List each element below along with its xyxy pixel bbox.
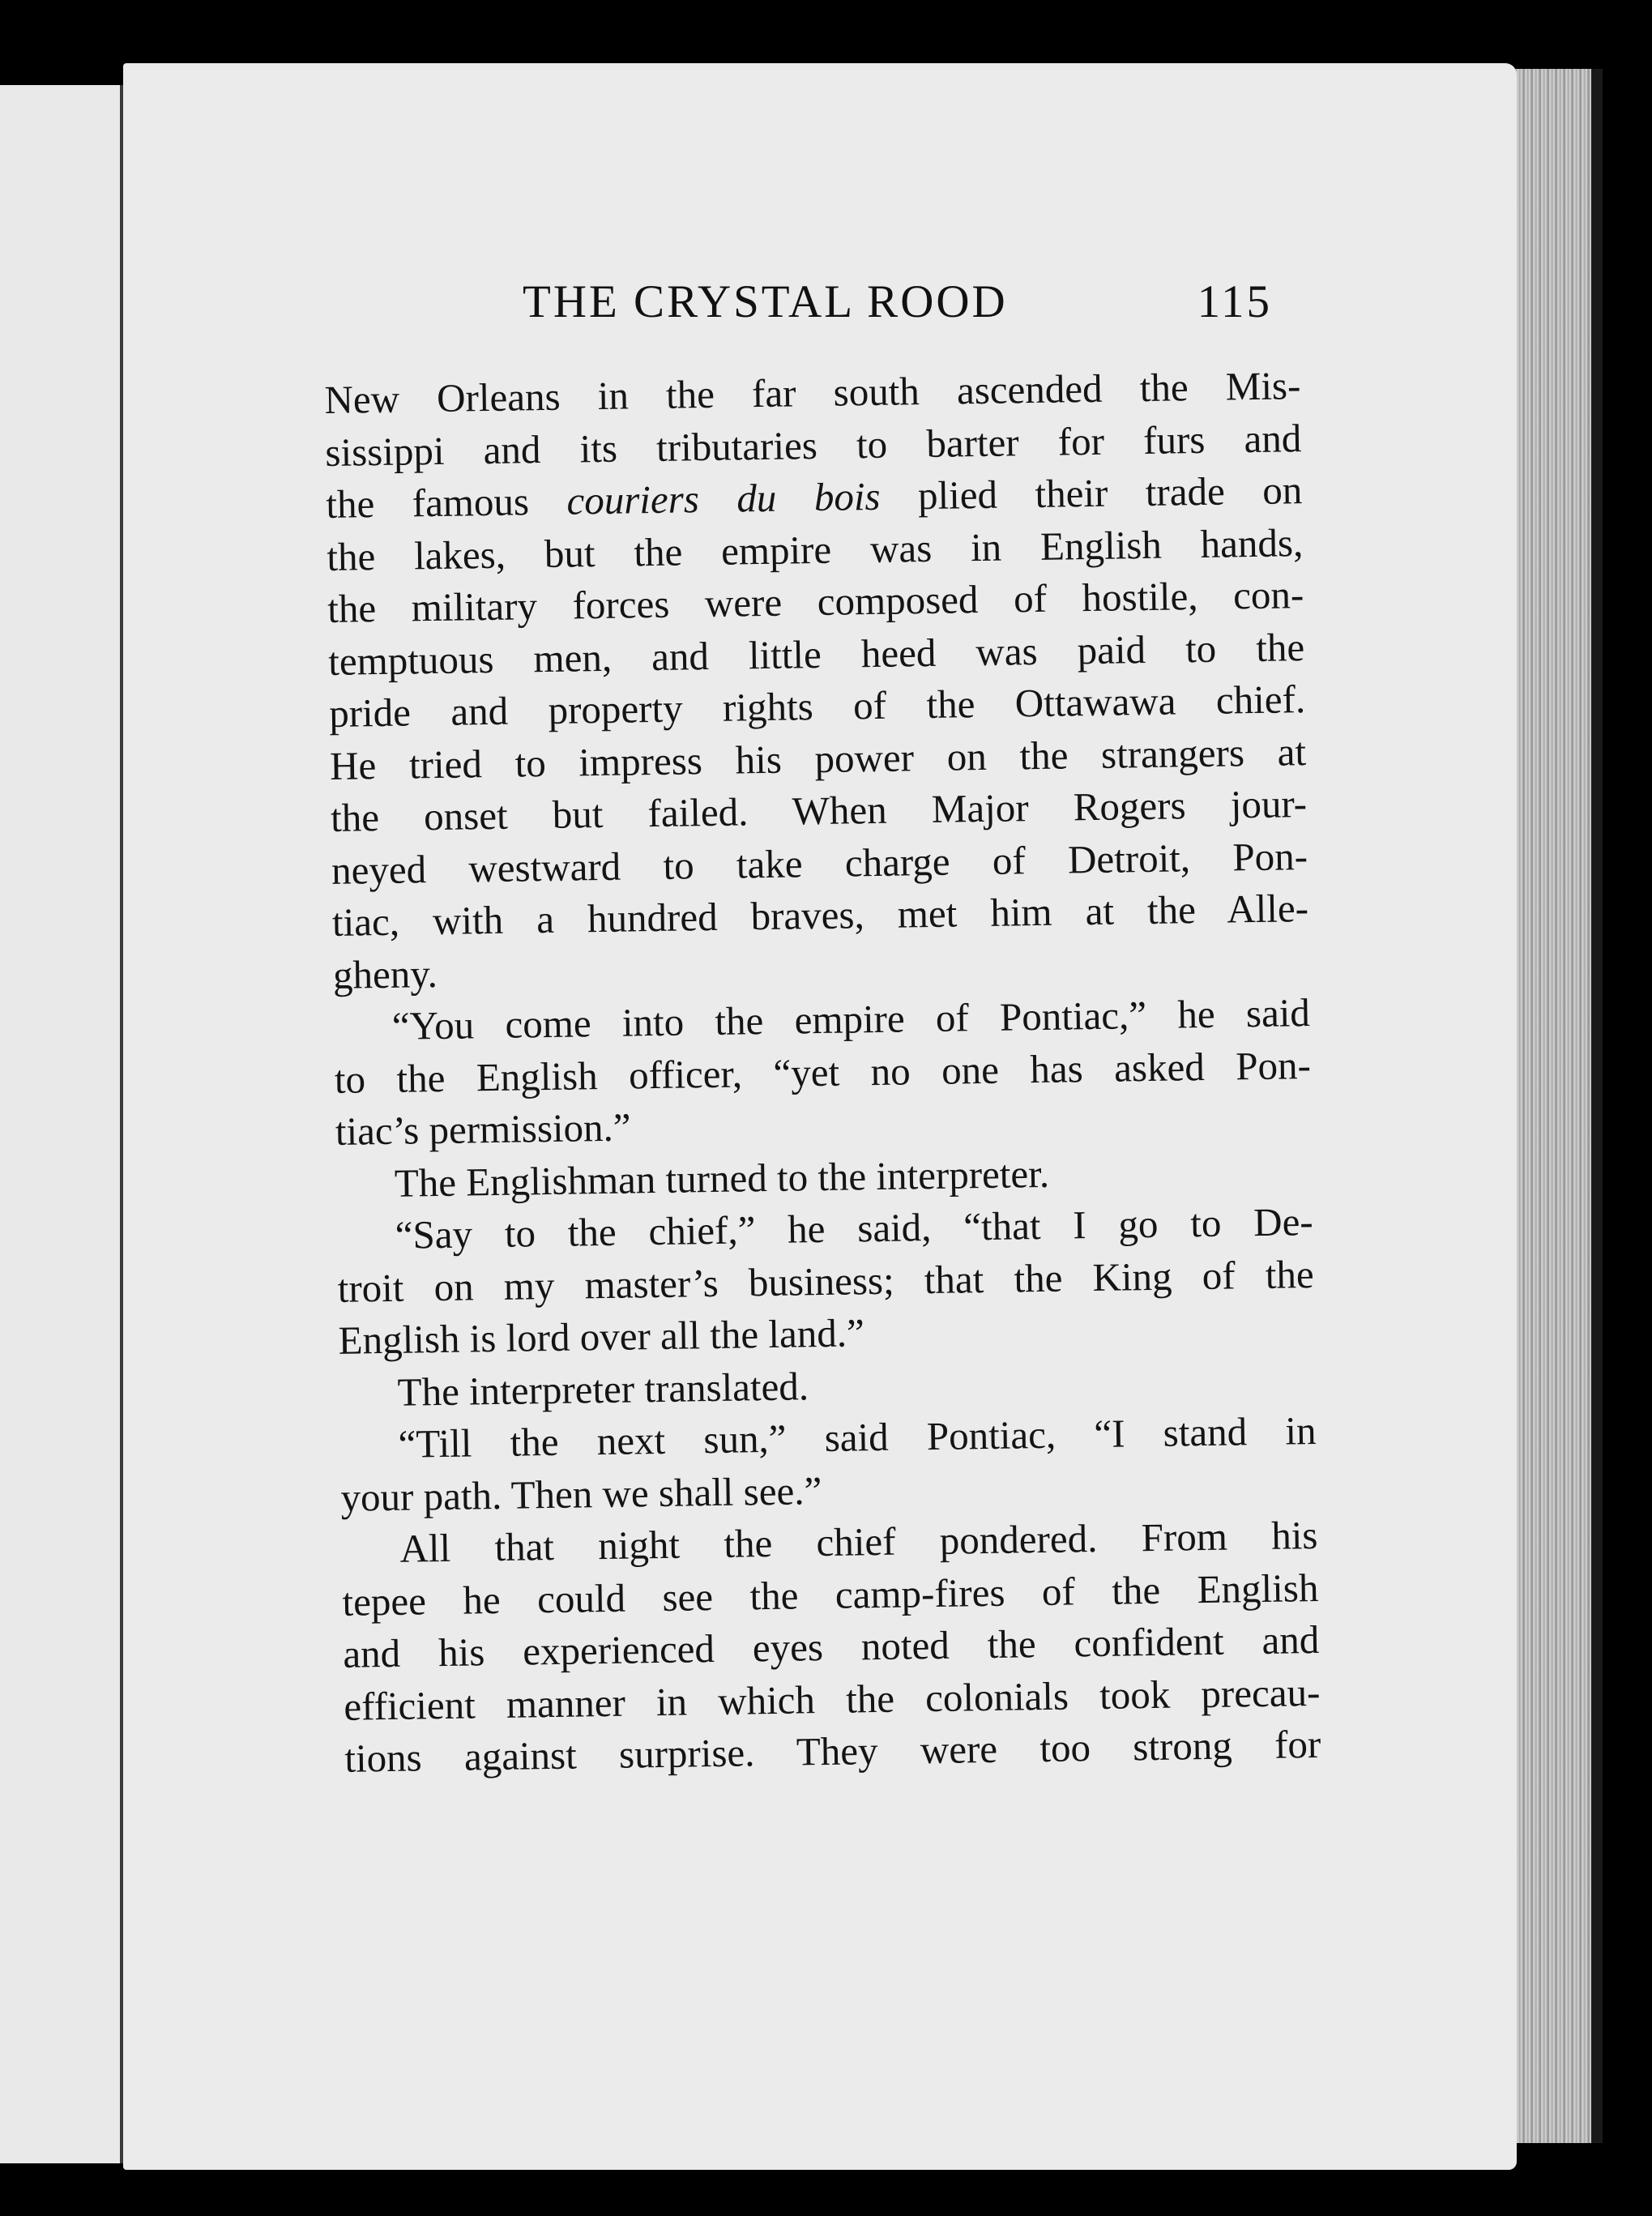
- text-line: efficient manner in which the colonials took precau-: [343, 1669, 1321, 1729]
- text-line: pride and property rights of the Ottawawa chief.: [328, 677, 1306, 736]
- text-line-part: the famous: [325, 478, 567, 527]
- text-line: temptuous men, and little heed was paid to the: [327, 624, 1305, 684]
- text-line: troit on my master’s business; that the King of the: [337, 1251, 1315, 1311]
- text-line: tiac, with a hundred braves, met him at the Alle-: [331, 886, 1309, 945]
- page-block-edge: [1513, 69, 1603, 2143]
- text-line: “Say to the chief,” he said, “that I go to De-: [395, 1199, 1314, 1257]
- text-line: your path. Then we shall see.”: [340, 1467, 822, 1520]
- text-line: New Orleans in the far south ascended the Mis-: [324, 363, 1301, 422]
- body-text: [324, 360, 1321, 1785]
- running-head: THE CRYSTAL ROOD: [523, 276, 1008, 327]
- text-line: to the English officer, “yet no one has asked Pon-: [334, 1042, 1312, 1102]
- text-line: tepee he could see the camp-fires of the English: [342, 1565, 1319, 1625]
- text-line: and his experienced eyes noted the confident and: [343, 1616, 1320, 1676]
- text-line: The interpreter translated.: [397, 1363, 809, 1415]
- text-line: neyed westward to take charge of Detroit, Pon-: [331, 833, 1308, 893]
- text-line: “You come into the empire of Pontiac,” he said: [391, 990, 1311, 1048]
- text-line: the onset but failed. When Major Rogers jour-: [330, 781, 1308, 840]
- text-line: the lakes, but the empire was in English hands,: [326, 519, 1304, 579]
- text-line: “Till the next sun,” said Pontiac, “I stand in: [398, 1407, 1317, 1467]
- page-number: 115: [1197, 276, 1272, 327]
- text-line: sissippi and its tributaries to barter for furs and: [325, 415, 1302, 475]
- text-line: the military forces were composed of hostile, con-: [327, 572, 1304, 631]
- text-line: tiac’s permission.”: [335, 1104, 631, 1154]
- text-line: tions against surprise. They were too strong for: [344, 1721, 1321, 1781]
- text-line-part: plied their trade on: [880, 468, 1303, 519]
- text-line: The Englishman turned to the interpreter.: [394, 1151, 1050, 1206]
- facing-page-edge: [0, 85, 123, 2163]
- text-line: He tried to impress his power on the strangers at: [329, 728, 1307, 788]
- text-line: gheny.: [332, 950, 438, 997]
- page-header: [523, 275, 1272, 348]
- text-line: All that night the chief pondered. From his: [399, 1512, 1318, 1571]
- italic-phrase: couriers du bois: [566, 473, 881, 523]
- text-line: English is lord over all the land.”: [338, 1310, 865, 1363]
